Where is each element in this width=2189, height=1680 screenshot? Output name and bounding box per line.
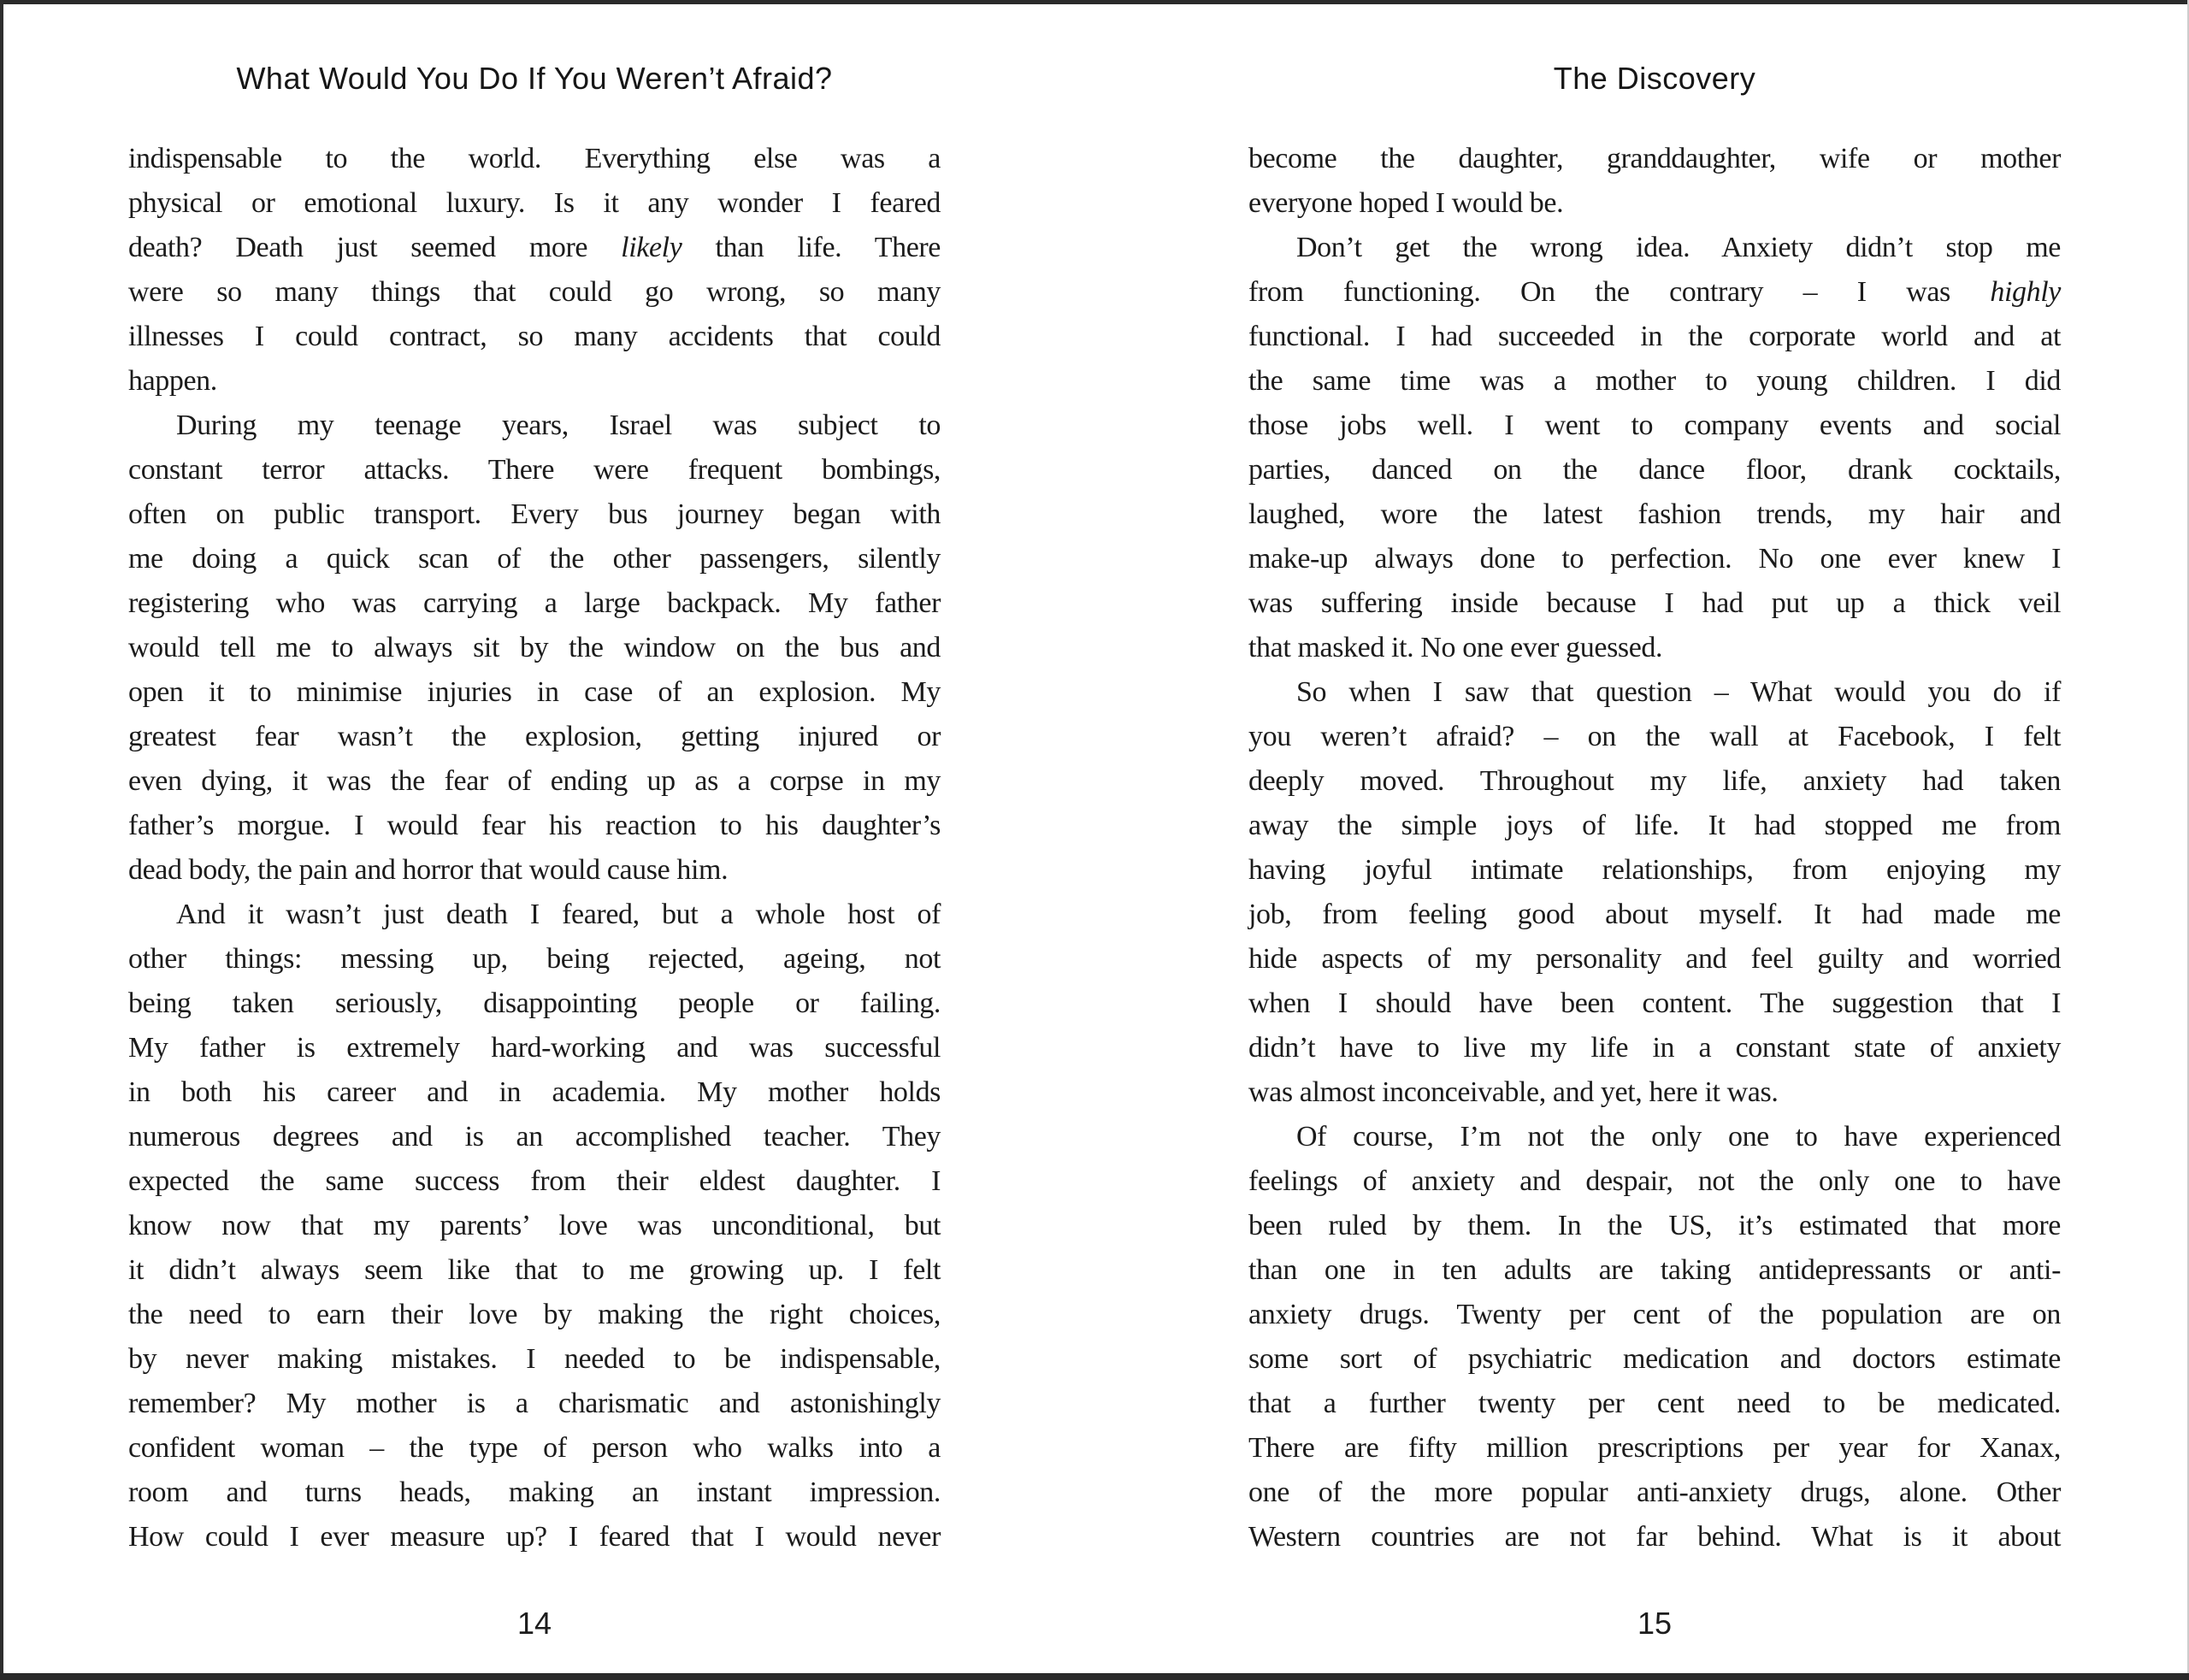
text-line: hide aspects of my personality and feel guilty and worried	[1248, 943, 2061, 975]
text-line: that a further twenty per cent need to be medicated.	[1248, 1388, 2061, 1419]
text-line: Western countries are not far behind. What is it about	[1248, 1521, 2061, 1553]
page-left-edge-shadow	[0, 0, 3, 1680]
text-line: often on public transport. Every bus journey began with	[128, 498, 941, 530]
text-line: the need to earn their love by making the right choices,	[128, 1299, 941, 1330]
text-line: know now that my parents’ love was unconditional, but	[128, 1210, 941, 1241]
text-line: being taken seriously, disappointing people or failing.	[128, 987, 941, 1019]
text-line: Don’t get the wrong idea. Anxiety didn’t stop me	[1296, 232, 2061, 263]
paragraph	[1248, 137, 2061, 226]
text-line: away the simple joys of life. It had stopped me from	[1248, 810, 2061, 841]
text-line: There are fifty million prescriptions per year for Xanax,	[1248, 1432, 2061, 1464]
text-line: even dying, it was the fear of ending up as a corpse in my	[128, 765, 941, 797]
text-line: didn’t have to live my life in a constant state of anxiety	[1248, 1032, 2061, 1064]
text-line: parties, danced on the dance floor, drank cocktails,	[1248, 454, 2061, 486]
text-line: dead body, the pain and horror that would cause him.	[128, 854, 729, 886]
text-line: physical or emotional luxury. Is it any wonder I feared	[128, 187, 941, 219]
text-line: would tell me to always sit by the window on the bus and	[128, 632, 941, 663]
text-line: when I should have been content. The suggestion that I	[1248, 987, 2061, 1019]
text-line: feelings of anxiety and despair, not the only one to have	[1248, 1165, 2061, 1197]
text-line: job, from feeling good about myself. It had made me	[1248, 899, 2061, 930]
text-line: those jobs well. I went to company events and social	[1248, 410, 2061, 441]
text-line: room and turns heads, making an instant impression.	[128, 1477, 941, 1508]
text-line: During my teenage years, Israel was subject to	[176, 410, 941, 441]
text-line: one of the more popular anti-anxiety drugs, alone. Other	[1248, 1477, 2061, 1508]
left-page-number: 14	[516, 1606, 552, 1641]
text-line: numerous degrees and is an accomplished teacher. They	[128, 1121, 941, 1152]
text-line: from functioning. On the contrary – I was highly	[1248, 276, 2061, 308]
text-line: remember? My mother is a charismatic and astonishingly	[128, 1388, 941, 1419]
paragraph	[1248, 670, 2061, 1115]
text-line: illnesses I could contract, so many accidents that could	[128, 321, 941, 352]
text-line: laughed, wore the latest fashion trends, my hair and	[1248, 498, 2061, 530]
left-page	[128, 0, 941, 1680]
paragraph	[128, 404, 941, 893]
left-running-head: What Would You Do If You Weren’t Afraid?	[236, 61, 833, 96]
text-line: functional. I had succeeded in the corporate world and at	[1248, 321, 2061, 352]
text-line: happen.	[128, 365, 217, 397]
text-line: confident woman – the type of person who walks into a	[128, 1432, 941, 1464]
text-line: death? Death just seemed more likely than life. There	[128, 232, 941, 263]
text-line: constant terror attacks. There were frequent bombings,	[128, 454, 941, 486]
right-page-number: 15	[1637, 1606, 1673, 1641]
text-line: having joyful intimate relationships, from enjoying my	[1248, 854, 2061, 886]
text-line: deeply moved. Throughout my life, anxiety had taken	[1248, 765, 2061, 797]
text-line: in both his career and in academia. My mother holds	[128, 1076, 941, 1108]
text-line: was suffering inside because I had put up a thick veil	[1248, 587, 2061, 619]
text-line: everyone hoped I would be.	[1248, 187, 1564, 219]
text-line: that masked it. No one ever guessed.	[1248, 632, 1663, 663]
text-line: father’s morgue. I would fear his reaction to his daughter’s	[128, 810, 941, 841]
paragraph	[128, 893, 941, 1559]
text-line: some sort of psychiatric medication and doctors estimate	[1248, 1343, 2061, 1375]
text-line: me doing a quick scan of the other passengers, silently	[128, 543, 941, 575]
text-line: indispensable to the world. Everything else was a	[128, 143, 941, 174]
text-line: And it wasn’t just death I feared, but a whole host of	[176, 899, 941, 930]
paragraph	[128, 137, 941, 404]
text-line: My father is extremely hard-working and was successful	[128, 1032, 941, 1064]
text-line: How could I ever measure up? I feared that I would never	[128, 1521, 941, 1553]
right-page-body	[1248, 137, 2061, 1559]
text-line: than one in ten adults are taking antidepressants or anti-	[1248, 1254, 2061, 1286]
text-line: by never making mistakes. I needed to be indispensable,	[128, 1343, 941, 1375]
right-running-head: The Discovery	[1553, 61, 1756, 96]
text-line: the same time was a mother to young children. I did	[1248, 365, 2061, 397]
right-page	[1248, 0, 2061, 1680]
text-line: become the daughter, granddaughter, wife or mother	[1248, 143, 2061, 174]
paragraph	[1248, 1115, 2061, 1559]
text-line: it didn’t always seem like that to me growing up. I felt	[128, 1254, 941, 1286]
left-page-body	[128, 137, 941, 1559]
text-line: greatest fear wasn’t the explosion, getting injured or	[128, 721, 941, 752]
text-line: So when I saw that question – What would you do if	[1296, 676, 2061, 708]
text-line: registering who was carrying a large backpack. My father	[128, 587, 941, 619]
text-line: been ruled by them. In the US, it’s estimated that more	[1248, 1210, 2061, 1241]
text-line: was almost inconceivable, and yet, here it was.	[1248, 1076, 1779, 1108]
text-line: anxiety drugs. Twenty per cent of the population are on	[1248, 1299, 2061, 1330]
text-line: were so many things that could go wrong, so many	[128, 276, 941, 308]
text-line: you weren’t afraid? – on the wall at Facebook, I felt	[1248, 721, 2061, 752]
text-line: Of course, I’m not the only one to have experienced	[1296, 1121, 2061, 1152]
text-line: expected the same success from their eldest daughter. I	[128, 1165, 941, 1197]
text-line: make-up always done to perfection. No one ever knew I	[1248, 543, 2061, 575]
paragraph	[1248, 226, 2061, 670]
text-line: other things: messing up, being rejected, ageing, not	[128, 943, 941, 975]
text-line: open it to minimise injuries in case of an explosion. My	[128, 676, 941, 708]
